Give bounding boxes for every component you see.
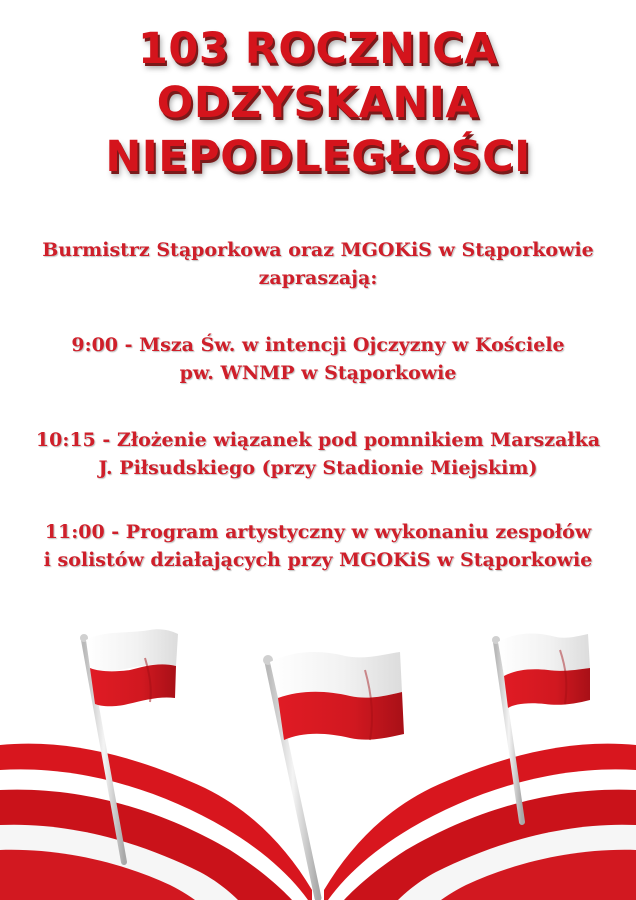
title-line-3: NIEPODLEGŁOŚCI xyxy=(105,132,531,182)
schedule-item-line-2: pw. WNMP w Stąporkowie xyxy=(179,362,457,384)
schedule-item-line-1: 9:00 - Msza Św. w intencji Ojczyzny w Kościele xyxy=(71,334,565,356)
title-line-1: 103 ROCZNICA xyxy=(138,24,498,74)
invitation-text xyxy=(0,236,636,292)
schedule-item-line-1: 10:15 - Złożenie wiązanek pod pomnikiem Marszałka xyxy=(35,429,601,451)
ribbon-decoration xyxy=(0,744,636,900)
flags-decoration xyxy=(0,600,636,900)
schedule-item-line-1: 11:00 - Program artystyczny w wykonaniu zespołów xyxy=(44,521,592,543)
schedule-item-wreaths xyxy=(0,426,636,482)
schedule-item-line-2: J. Piłsudskiego (przy Stadionie Miejskim) xyxy=(98,457,538,479)
poster-title xyxy=(0,22,636,184)
schedule-item-mass xyxy=(0,331,636,387)
schedule-item-line-2: i solistów działających przy MGOKiS w Stąporkowie xyxy=(43,549,593,571)
title-line-2: ODZYSKANIA xyxy=(156,78,480,128)
schedule-item-program xyxy=(0,518,636,574)
invitation-line-1: Burmistrz Stąporkowa oraz MGOKiS w Stąporkowie xyxy=(42,239,594,261)
invitation-line-2: zapraszają: xyxy=(258,267,378,289)
